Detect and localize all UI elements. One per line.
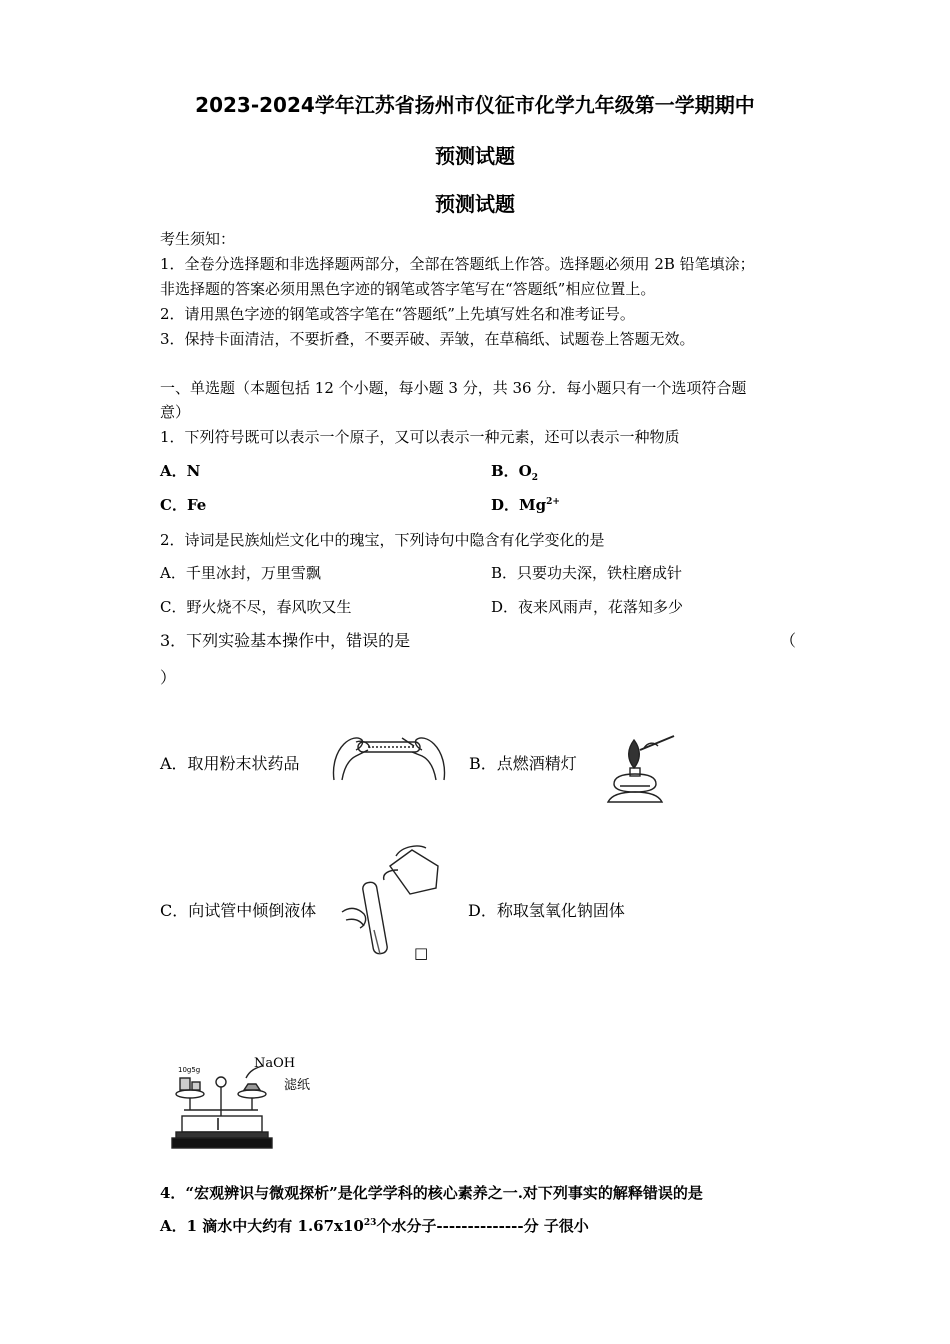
q1-option-d: D．$Mg^{2+}$ xyxy=(491,496,560,514)
q2-option-b: B．只要功夫深，铁柱磨成针 xyxy=(491,564,683,582)
q4-option-a: A．1 滴水中大约有 $1.67x10^{23}$个水分子--------------分 子很小 xyxy=(160,1217,589,1235)
q3-stem: 3．下列实验基本操作中，错误的是 xyxy=(160,631,411,650)
q2-option-c: C．野火烧不尽，春风吹又生 xyxy=(160,598,352,616)
notice-heading: 考生须知： xyxy=(160,230,236,248)
q2-option-d: D．夜来风雨声，花落知多少 xyxy=(491,598,684,616)
q1-option-a: A．N xyxy=(160,462,201,480)
page-title: 2023-2024学年江苏省扬州市仪征市化学九年级第一学期期中 xyxy=(195,93,755,117)
balance-weights-label: 10g5g xyxy=(178,1066,201,1074)
q1-option-b: B．$O_2$ xyxy=(491,462,539,483)
page-subtitle-repeat: 预测试题 xyxy=(435,192,515,216)
section-heading-cont: 意） xyxy=(160,403,191,421)
page-subtitle: 预测试题 xyxy=(435,144,515,168)
q4-stem: 4．“宏观辨识与微观探析”是化学学科的核心素养之一.对下列事实的解释错误的是 xyxy=(160,1184,703,1202)
section-heading: 一、单选题（本题包括 12 个小题，每小题 3 分，共 36 分．每小题只有一个选项符合题 xyxy=(160,379,747,397)
notice-item-3: 3．保持卡面清洁，不要折叠，不要弄破、弄皱，在草稿纸、试题卷上答题无效。 xyxy=(160,330,695,348)
q3-paren-open: （ xyxy=(780,631,797,650)
q3-option-d: D．称取氢氧化钠固体 xyxy=(468,901,625,920)
placeholder-box-icon: □ xyxy=(414,944,429,962)
alcohol-lamp-illustration xyxy=(604,728,680,808)
powder-tube-illustration xyxy=(328,722,450,784)
notice-item-1a: 1．全卷分选择题和非选择题两部分，全部在答题纸上作答。选择题必须用 2B 铅笔填涂； xyxy=(160,255,755,273)
pouring-liquid-illustration xyxy=(340,840,444,968)
q1-stem: 1．下列符号既可以表示一个原子，又可以表示一种元素，还可以表示一种物质 xyxy=(160,428,680,446)
q2-stem: 2．诗词是民族灿烂文化中的瑰宝，下列诗句中隐含有化学变化的是 xyxy=(160,531,605,549)
notice-item-2: 2．请用黑色字迹的钢笔或答字笔在“答题纸”上先填写姓名和准考证号。 xyxy=(160,305,635,323)
q3-option-a: A．取用粉末状药品 xyxy=(160,754,300,773)
q1-option-c: C．Fe xyxy=(160,496,207,514)
q3-option-b: B．点燃酒精灯 xyxy=(469,754,577,773)
balance-paper-label: 滤纸 xyxy=(284,1078,311,1093)
q3-option-c: C．向试管中倾倒液体 xyxy=(160,901,317,920)
balance-naoh-label: NaOH xyxy=(254,1056,296,1071)
notice-item-1b: 非选择题的答案必须用黑色字迹的钢笔或答字笔写在“答题纸”相应位置上。 xyxy=(160,280,656,298)
q2-option-a: A．千里冰封，万里雪飘 xyxy=(160,564,321,582)
balance-illustration xyxy=(170,1060,284,1156)
q3-paren-close: ） xyxy=(160,668,177,687)
